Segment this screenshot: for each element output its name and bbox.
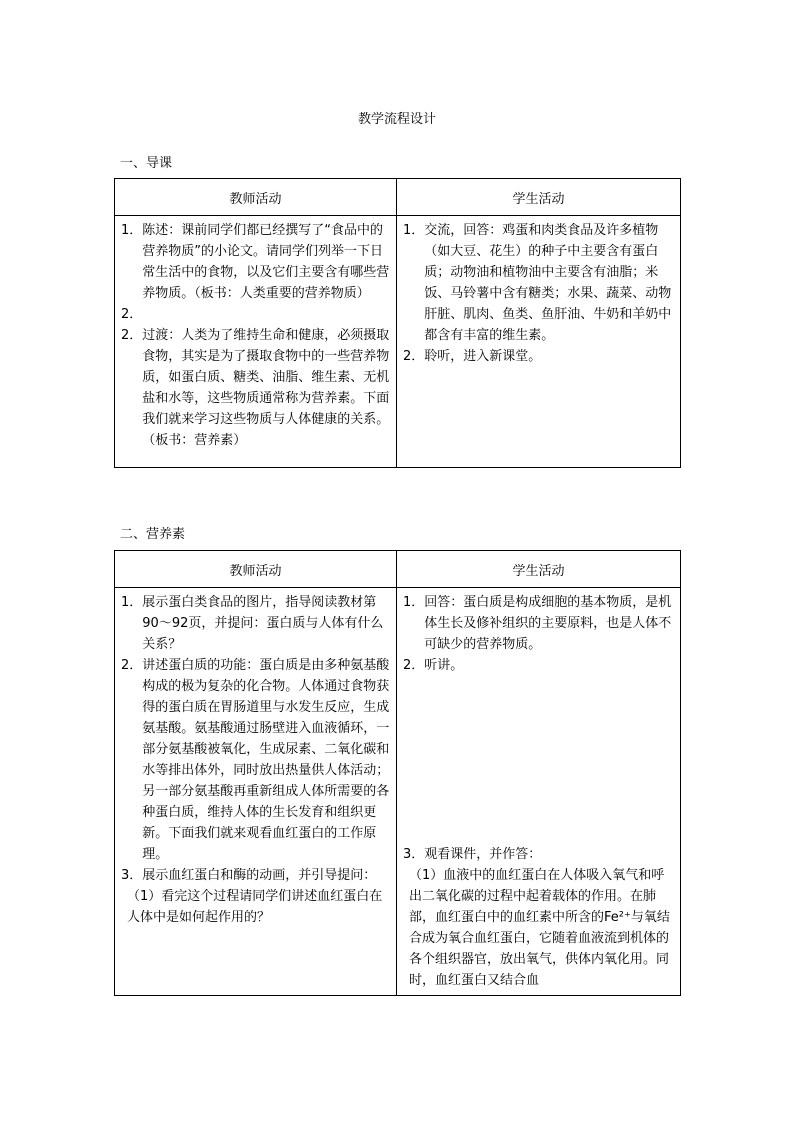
student-activity-header: 学生活动 — [397, 551, 681, 588]
section-heading-intro: 一、导课 — [120, 156, 173, 171]
student-activity-cell — [397, 588, 681, 996]
student-step: 2． 听讲。 — [403, 658, 464, 673]
teacher-step: 1． 展示蛋白类食品的图片，指导阅读教材第90～92页，并提问：蛋白质与人体有什么关系？ — [121, 595, 384, 652]
student-step: 1． 回答：蛋白质是构成细胞的基本物质，是机体生长及修补组织的主要原料，也是人体不可缺少的营养物质。 — [403, 595, 672, 652]
page-title: 教学流程设计 — [357, 112, 436, 127]
intro-activity-table — [114, 178, 681, 468]
spacer — [403, 676, 674, 844]
student-activity-cell — [397, 216, 681, 468]
student-step: 2． 聆听，进入新课堂。 — [403, 349, 542, 364]
student-activity-header: 学生活动 — [397, 179, 681, 216]
student-step: 3． 观看课件，并作答： — [403, 847, 542, 862]
teacher-activity-header: 教师活动 — [115, 551, 397, 588]
teacher-step: 2． — [121, 307, 143, 322]
student-step: 1． 交流，回答：鸡蛋和肉类食品及许多植物（如大豆、花生）的种子中主要含有蛋白质；动物油和植物油中主要含有油脂；米饭、马铃薯中含有糖类；水果、蔬菜、动物肝脏、肌肉、鱼类、鱼肝油、牛奶和羊奶中都含有丰富的维生素。 — [403, 223, 672, 343]
teacher-step: 2． 过渡：人类为了维持生命和健康，必须摄取食物，其实是为了摄取食物中的一些营养物质，如蛋白质、糖类、油脂、维生素、无机盐和水等，这些物质通常称为营养素。下面我们就来学习这些物质与人体健康的关系。（板书：营养素） — [121, 328, 390, 448]
teacher-step: 2． 讲述蛋白质的功能：蛋白质是由多种氨基酸构成的极为复杂的化合物。人体通过食物获得的蛋白质在胃肠道里与水发生反应，生成氨基酸。氨基酸通过肠壁进入血液循环，一部分氨基酸被氧化，生成尿素、二氧化碳和水等排出体外，同时放出热量供人体活动；另一部分氨基酸再重新组成人体所需要的各种蛋白质，维持人体的生长发育和组织更新。下面我们就来观看血红蛋白的工作原理。 — [121, 658, 390, 862]
teacher-step: 1． 陈述：课前同学们都已经撰写了“食品中的营养物质”的小论文。请同学们列举一下日常生活中的食物，以及它们主要含有哪些营养物质。（板书：人类重要的营养物质） — [121, 223, 390, 301]
student-sub-answer: （1）血液中的血红蛋白在人体吸入氧气和呼出二氧化碳的过程中起着载体的作用。在肺部，血红蛋白中的血红素中所含的Fe²⁺与氧结合成为氧合血红蛋白，它随着血液流到机体的各个组织器官，放出氧气，供体内氧化用。同时，血红蛋白又结合血 — [409, 868, 670, 988]
teacher-activity-header: 教师活动 — [115, 179, 397, 216]
section-heading-nutrients: 二、营养素 — [120, 527, 186, 542]
teacher-sub-question: （1）看完这个过程请同学们讲述血红蛋白在人体中是如何起作用的？ — [127, 889, 383, 925]
teacher-step: 3． 展示血红蛋白和酶的动画，并引导提问： — [121, 868, 377, 883]
teacher-activity-cell — [115, 216, 397, 468]
nutrients-activity-table — [114, 550, 681, 996]
teacher-activity-cell — [115, 588, 397, 996]
